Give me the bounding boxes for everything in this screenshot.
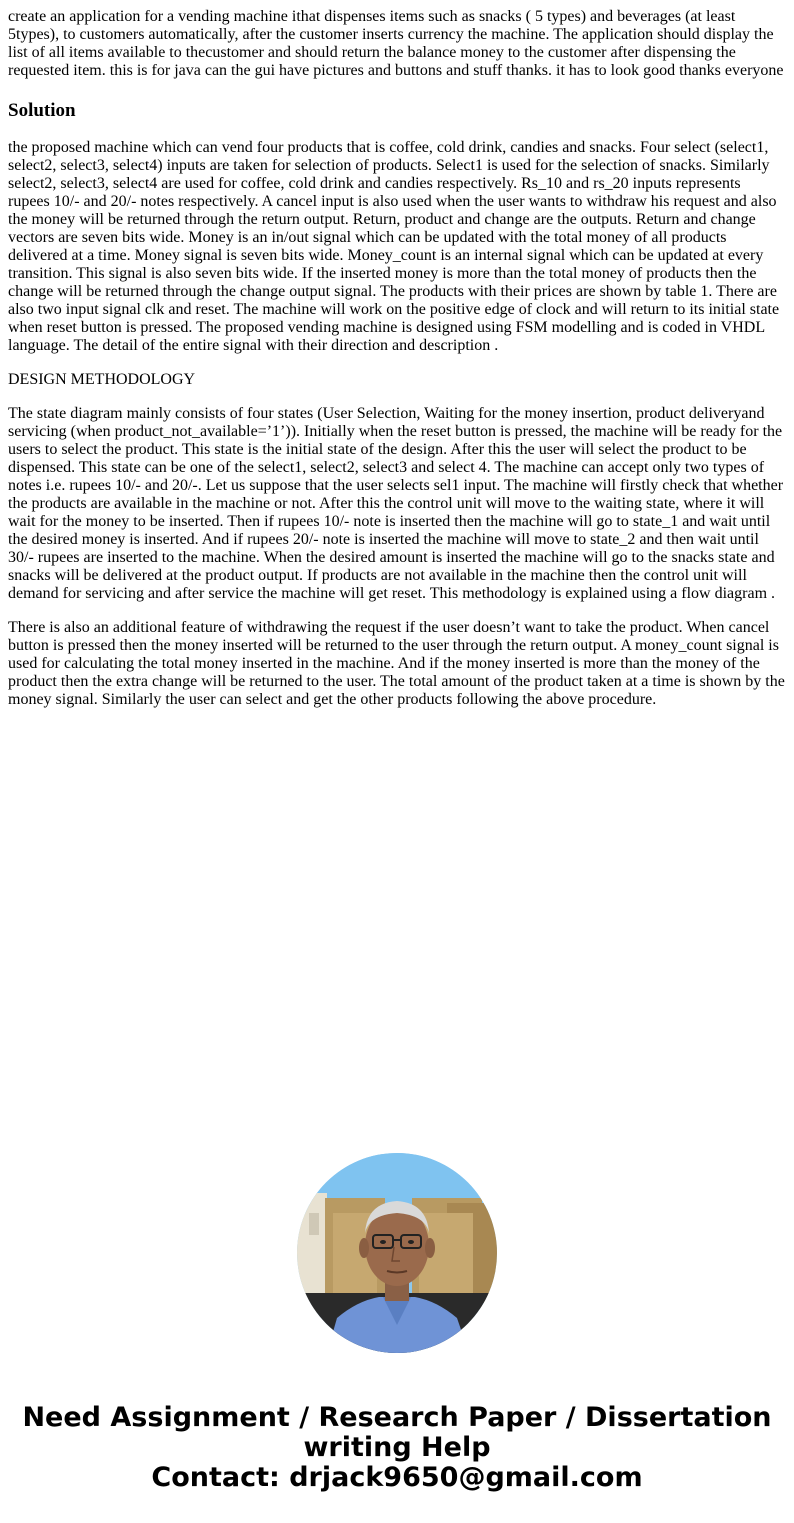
help-banner [0, 1403, 794, 1493]
author-portrait-illustration [297, 1153, 497, 1353]
solution-paragraph-2: The state diagram mainly consists of four states (User Selection, Waiting for the money insertion, product deliveryand servicing (when product_not_available=’1’)). Initially when the reset button is pressed, the machine will be ready for the users to select the product. This state is the initial state of the design. After this the user will select the product to be dispensed. This state can be one of the select1, select2, select3 and select 4. The machine can accept only two types of notes i.e. rupees 10/- and 20/-. Let us suppose that the user selects sel1 input. The machine will firstly check that whether the products are available in the machine or not. After this the control unit will move to the waiting state, where it will wait for the money to be inserted. Then if rupees 10/- note is inserted then the machine will go to state_1 and wait until the desired money is inserted. And if rupees 20/- note is inserted the machine will move to state_2 and then wait until 30/- rupees are inserted to the machine. When the desired amount is inserted the machine will go to the snacks state and snacks will be delivered at the product output. If products are not available in the machine then the control unit will demand for servicing and after service the machine will get reset. This methodology is explained using a flow diagram . [8, 405, 784, 602]
solution-paragraph-1: the proposed machine which can vend four products that is coffee, cold drink, candies and snacks. Four select (select1, select2, select3, select4) inputs are taken for selection of products. Select1 is used for the selection of snacks. Similarly select2, select3, select4 are used for coffee, cold drink and candies respectively. Rs_10 and rs_20 inputs represents rupees 10/- and 20/- notes respectively. A cancel input is also used when the user wants to withdraw his request and also the money will be returned through the return output. Return, product and change are the outputs. Return and change vectors are seven bits wide. Money is an in/out signal which can be updated with the total money of all products delivered at a time. Money signal is seven bits wide. Money_count is an internal signal which can be updated at every transition. This signal is also seven bits wide. If the inserted money is more than the total money of products then the change will be returned through the change output signal. The products with their prices are shown by table 1. There are also two input signal clk and reset. The machine will work on the positive edge of clock and will return to its initial state when reset button is pressed. The proposed vending machine is designed using FSM modelling and is coded in VHDL language. The detail of the entire signal with their direction and description . [8, 139, 780, 354]
article-body [8, 8, 786, 725]
solution-paragraph-3: There is also an additional feature of withdrawing the request if the user doesn’t want to take the product. When cancel button is pressed then the money inserted will be returned to the user through the return output. A money_count signal is used for calculating the total money inserted in the machine. And if the money inserted is more than the money of the product then the extra change will be returned to the user. The total amount of the product taken at a time is shown by the money signal. Similarly the user can select and get the other products following the above procedure. [8, 619, 785, 708]
question-text: create an application for a vending machine ithat dispenses items such as snacks ( 5 types) and beverages (at least 5types), to customers automatically, after the customer inserts currency the machine. The application should display the list of all items available to thecustomer and should return the balance money to the customer after dispensing the requested item. this is for java can the gui have pictures and buttons and stuff thanks. it has to look good thanks everyone [8, 8, 784, 79]
solution-heading: Solution [8, 100, 76, 121]
help-banner-line-2: writing Help [303, 1432, 491, 1463]
author-photo [297, 1153, 497, 1353]
help-banner-line-1: Need Assignment / Research Paper / Dissertation [22, 1402, 772, 1433]
design-methodology-label: DESIGN METHODOLOGY [8, 371, 196, 388]
help-banner-contact: Contact: drjack9650@gmail.com [151, 1462, 643, 1493]
